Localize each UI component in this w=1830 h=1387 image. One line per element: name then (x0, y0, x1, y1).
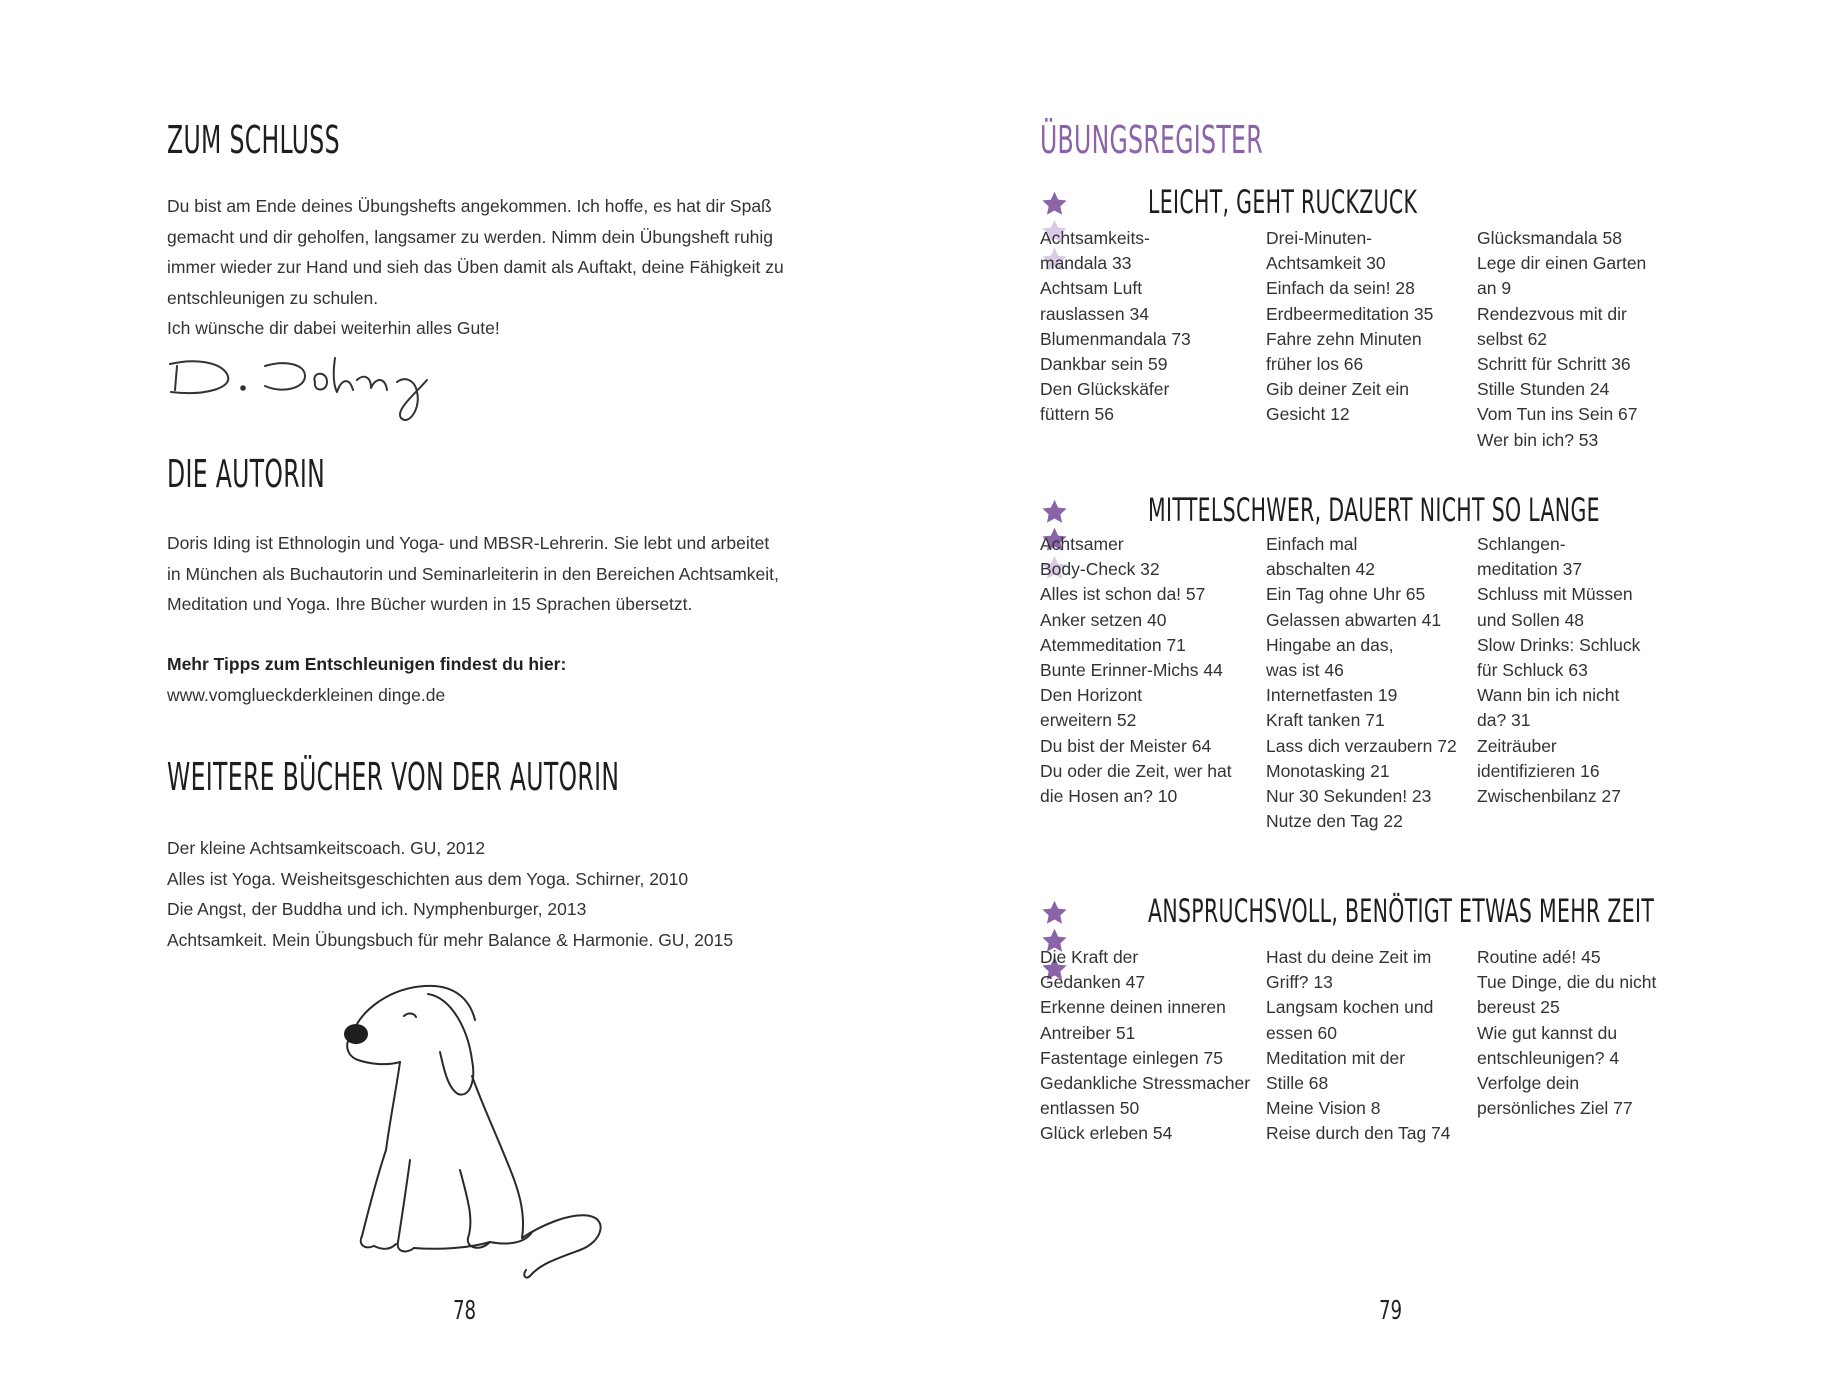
register-column (1040, 226, 1191, 428)
register-entry: Atemmeditation 71 (1040, 634, 1186, 655)
register-entry: Gedankliche Stressmacher (1040, 1073, 1251, 1094)
register-entry: Du oder die Zeit, wer hat (1040, 760, 1232, 781)
register-entry: essen 60 (1266, 1022, 1338, 1043)
register-entry: und Sollen 48 (1477, 609, 1585, 630)
register-entry: Schluss mit Müssen (1477, 584, 1633, 605)
register-entry: Routine adé! 45 (1477, 947, 1601, 967)
register-entry: Den Horizont (1040, 685, 1143, 706)
register-column (1266, 226, 1433, 428)
autorin-paragraph (167, 528, 779, 620)
register-entry: Anker setzen 40 (1040, 609, 1167, 630)
register-entry: selbst 62 (1477, 328, 1548, 349)
schluss-line: Du bist am Ende deines Übungshefts angekommen. Ich hoffe, es hat dir Spaß (167, 196, 772, 216)
register-entry: Den Glückskäfer (1040, 379, 1170, 400)
section-title: ANSPRUCHSVOLL, BENÖTIGT ETWAS MEHR ZEIT (1148, 892, 1655, 930)
register-entry: Langsam kochen und (1266, 997, 1434, 1018)
register-entry: Achtsamer (1040, 534, 1124, 554)
register-entry: Gesicht 12 (1266, 404, 1350, 425)
register-column (1477, 532, 1640, 809)
register-entry: Schlangen- (1477, 534, 1566, 554)
register-entry: Glücksmandala 58 (1477, 228, 1622, 248)
schluss-heading: ZUM SCHLUSS (167, 118, 340, 162)
tips-block (167, 649, 566, 710)
page-number-right: 79 (1378, 1296, 1403, 1326)
register-entry: Achtsamkeit 30 (1266, 253, 1386, 274)
star-filled-icon (1040, 498, 1069, 526)
register-entry: Nur 30 Sekunden! 23 (1266, 786, 1432, 807)
register-entry: mandala 33 (1040, 253, 1132, 274)
register-entry: an 9 (1477, 278, 1512, 299)
register-entry: Antreiber 51 (1040, 1022, 1136, 1043)
register-column (1266, 945, 1451, 1147)
register-entry: Fahre zehn Minuten (1266, 328, 1422, 349)
register-entry: Stille 68 (1266, 1073, 1329, 1094)
star-filled-icon (1040, 190, 1069, 218)
register-entry: Du bist der Meister 64 (1040, 735, 1212, 756)
page-number-left: 78 (452, 1296, 477, 1326)
register-entry: Body-Check 32 (1040, 559, 1160, 580)
register-entry: entschleunigen? 4 (1477, 1047, 1620, 1068)
register-entry: Hast du deine Zeit im (1266, 947, 1432, 967)
book-item: Alles ist Yoga. Weisheitsgeschichten aus dem Yoga. Schirner, 2010 (167, 868, 689, 889)
register-entry: Hingabe an das, (1266, 634, 1394, 655)
register-entry: Achtsam Luft (1040, 278, 1143, 299)
register-column (1040, 532, 1232, 809)
register-entry: erweitern 52 (1040, 710, 1137, 731)
register-entry: Achtsamkeits- (1040, 228, 1150, 248)
dog-illustration (340, 980, 620, 1280)
register-entry: Verfolge dein (1477, 1073, 1580, 1094)
register-entry: füttern 56 (1040, 404, 1114, 425)
register-entry: Blumenmandala 73 (1040, 328, 1191, 349)
book-item: Der kleine Achtsamkeitscoach. GU, 2012 (167, 838, 486, 858)
register-entry: Drei-Minuten- (1266, 228, 1372, 248)
register-entry: Ein Tag ohne Uhr 65 (1266, 584, 1426, 605)
register-entry: da? 31 (1477, 710, 1531, 731)
section-title: MITTELSCHWER, DAUERT NICHT SO LANGE (1148, 491, 1600, 529)
register-entry: Stille Stunden 24 (1477, 379, 1610, 400)
autorin-heading: DIE AUTORIN (167, 452, 326, 496)
register-entry: Gib deiner Zeit ein (1266, 379, 1409, 400)
book-item: Die Angst, der Buddha und ich. Nymphenburger, 2013 (167, 899, 587, 919)
register-entry: Tue Dinge, die du nicht (1477, 972, 1657, 993)
register-entry: Kraft tanken 71 (1266, 710, 1385, 731)
website-link[interactable]: www.vomglueckderkleinen dinge.de (167, 684, 446, 705)
autorin-line: Meditation und Yoga. Ihre Bücher wurden in 15 Sprachen übersetzt. (167, 594, 693, 614)
register-entry: rauslassen 34 (1040, 303, 1149, 324)
register-column (1266, 532, 1457, 834)
register-entry: Wer bin ich? 53 (1477, 429, 1599, 450)
signature (165, 352, 465, 432)
register-entry: Vom Tun ins Sein 67 (1477, 404, 1638, 425)
right-page (915, 0, 1830, 1387)
register-column (1040, 945, 1250, 1147)
schluss-line: gemacht und dir geholfen, langsamer zu werden. Nimm dein Übungsheft ruhig (167, 226, 774, 247)
register-entry: Rendezvous mit dir (1477, 303, 1627, 324)
schluss-line: entschleunigen zu schulen. (167, 287, 379, 308)
dog-nose (344, 1024, 368, 1044)
register-entry: Nutze den Tag 22 (1266, 811, 1403, 832)
register-entry: Lege dir einen Garten (1477, 253, 1647, 274)
register-entry: Meditation mit der (1266, 1047, 1406, 1068)
register-heading: ÜBUNGSREGISTER (1040, 118, 1263, 162)
register-entry: persönliches Ziel 77 (1477, 1098, 1633, 1119)
register-entry: Einfach da sein! 28 (1266, 278, 1415, 299)
register-entry: Meine Vision 8 (1266, 1098, 1381, 1119)
books-list (167, 833, 733, 955)
register-entry: Reise durch den Tag 74 (1266, 1123, 1451, 1144)
register-entry: Einfach mal (1266, 534, 1358, 554)
register-entry: Monotasking 21 (1266, 760, 1390, 781)
register-entry: Wie gut kannst du (1477, 1022, 1618, 1043)
section-title: LEICHT, GEHT RUCKZUCK (1148, 183, 1418, 221)
register-column (1477, 226, 1646, 453)
register-entry: Dankbar sein 59 (1040, 354, 1168, 375)
register-entry: abschalten 42 (1266, 559, 1375, 580)
weitere-heading: WEITERE BÜCHER VON DER AUTORIN (167, 755, 620, 799)
register-entry: Erkenne deinen inneren (1040, 997, 1226, 1018)
register-entry: meditation 37 (1477, 559, 1583, 580)
register-entry: Schritt für Schritt 36 (1477, 354, 1631, 375)
register-entry: Griff? 13 (1266, 972, 1333, 993)
book-item: Achtsamkeit. Mein Übungsbuch für mehr Balance & Harmonie. GU, 2015 (167, 929, 734, 950)
register-entry: die Hosen an? 10 (1040, 786, 1178, 807)
register-entry: Die Kraft der (1040, 947, 1139, 967)
register-column (1477, 945, 1656, 1121)
register-entry: Glück erleben 54 (1040, 1123, 1173, 1144)
register-entry: Fastentage einlegen 75 (1040, 1047, 1223, 1068)
register-entry: Internetfasten 19 (1266, 685, 1398, 706)
register-entry: Erdbeermeditation 35 (1266, 303, 1434, 324)
register-entry: für Schluck 63 (1477, 660, 1588, 681)
star-filled-icon (1040, 899, 1069, 927)
register-entry: was ist 46 (1266, 660, 1344, 681)
autorin-line: in München als Buchautorin und Seminarleiterin in den Bereichen Achtsamkeit, (167, 563, 779, 584)
autorin-line: Doris Iding ist Ethnologin und Yoga- und MBSR-Lehrerin. Sie lebt und arbeitet (167, 533, 770, 553)
register-entry: Gelassen abwarten 41 (1266, 609, 1442, 630)
register-entry: bereust 25 (1477, 997, 1560, 1018)
register-entry: Zeiträuber (1477, 735, 1557, 756)
register-entry: Alles ist schon da! 57 (1040, 584, 1206, 605)
register-entry: Gedanken 47 (1040, 972, 1146, 993)
register-entry: Slow Drinks: Schluck (1477, 634, 1641, 655)
register-entry: Wann bin ich nicht (1477, 685, 1620, 706)
register-entry: früher los 66 (1266, 354, 1364, 375)
register-entry: Zwischenbilanz 27 (1477, 786, 1621, 807)
register-entry: identifizieren 16 (1477, 760, 1600, 781)
schluss-line: Ich wünsche dir dabei weiterhin alles Gute! (167, 318, 500, 338)
register-entry: Lass dich verzaubern 72 (1266, 735, 1457, 756)
tips-label: Mehr Tipps zum Entschleunigen findest du hier: (167, 654, 567, 674)
schluss-paragraph (167, 191, 784, 344)
register-entry: entlassen 50 (1040, 1098, 1140, 1119)
register-entry: Bunte Erinner-Michs 44 (1040, 660, 1223, 681)
schluss-line: immer wieder zur Hand und sieh das Üben damit als Auftakt, deine Fähigkeit zu (167, 257, 784, 277)
